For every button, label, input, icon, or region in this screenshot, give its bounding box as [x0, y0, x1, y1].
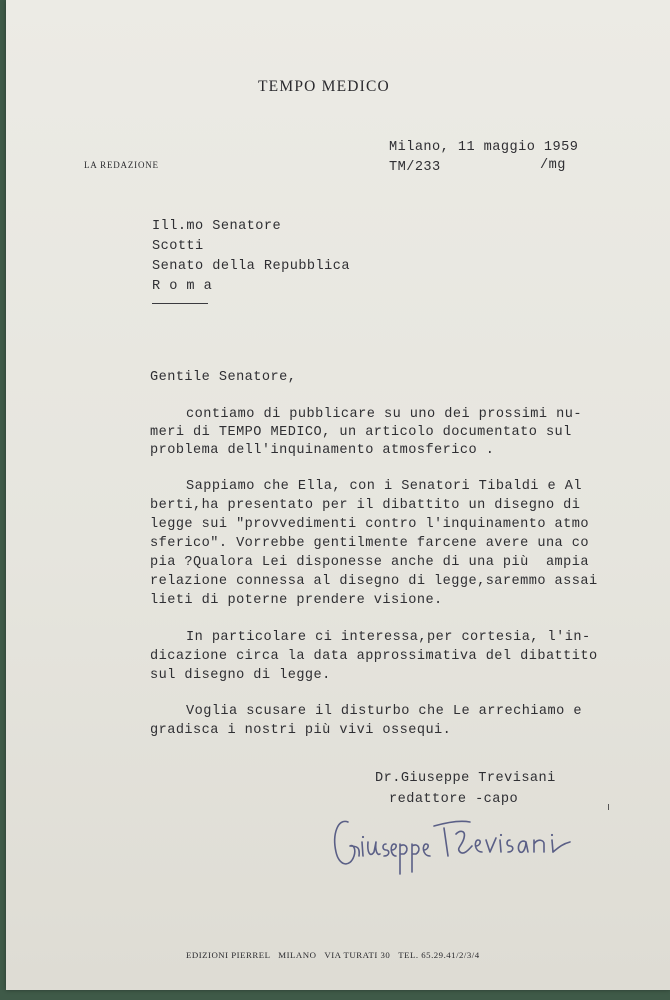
recipient-name: Scotti [152, 239, 204, 254]
letterhead-department: LA REDAZIONE [84, 160, 159, 170]
paragraph-line: sferico". Vorrebbe gentilmente farcene avere una co [150, 536, 589, 551]
paragraph-line: legge sui "provvedimenti contro l'inquinamento atmo [150, 517, 589, 532]
paragraph-line: Voglia scusare il disturbo che Le arrechiamo e [186, 704, 582, 719]
paragraph-line: berti,ha presentato per il dibattito un disegno di [150, 498, 581, 513]
paragraph-line: pia ?Qualora Lei disponesse anche di una più ampia [150, 555, 589, 570]
paragraph-line: sul disegno di legge. [150, 668, 331, 683]
recipient-title: Ill.mo Senatore [152, 219, 282, 234]
typist-initials: /mg [540, 158, 566, 173]
handwritten-signature [330, 808, 590, 878]
recipient-institution: Senato della Repubblica [152, 259, 350, 274]
paragraph-line: gradisca i nostri più vivi ossequi. [150, 723, 452, 738]
paragraph-line: Sappiamo che Ella, con i Senatori Tibaldi e Al [186, 479, 582, 494]
paragraph-line: lieti di poterne prendere visione. [150, 593, 443, 608]
paragraph-line: problema dell'inquinamento atmosferico . [150, 443, 495, 458]
stray-mark [608, 804, 609, 810]
letterhead-masthead: TEMPO MEDICO [258, 78, 390, 95]
address-divider [152, 303, 208, 304]
signatory-role: redattore -capo [389, 792, 519, 807]
signatory-name: Dr.Giuseppe Trevisani [375, 771, 556, 786]
paragraph-line: dicazione circa la data approssimativa del dibattito [150, 649, 598, 664]
paragraph-line: meri di TEMPO MEDICO, un articolo documentato sul [150, 425, 572, 440]
reference-number: TM/233 [389, 160, 441, 175]
greeting: Gentile Senatore, [150, 370, 297, 385]
recipient-city: R o m a [152, 279, 213, 294]
publisher-footer: EDIZIONI PIERREL MILANO VIA TURATI 30 TEL. 65.29.41/2/3/4 [186, 950, 480, 960]
paragraph-line: relazione connessa al disegno di legge,saremmo assai [150, 574, 598, 589]
paragraph-line: contiamo di pubblicare su uno dei prossimi nu- [186, 407, 582, 422]
paragraph-line: In particolare ci interessa,per cortesia, l'in- [186, 630, 591, 645]
place-date: Milano, 11 maggio 1959 [389, 140, 579, 155]
